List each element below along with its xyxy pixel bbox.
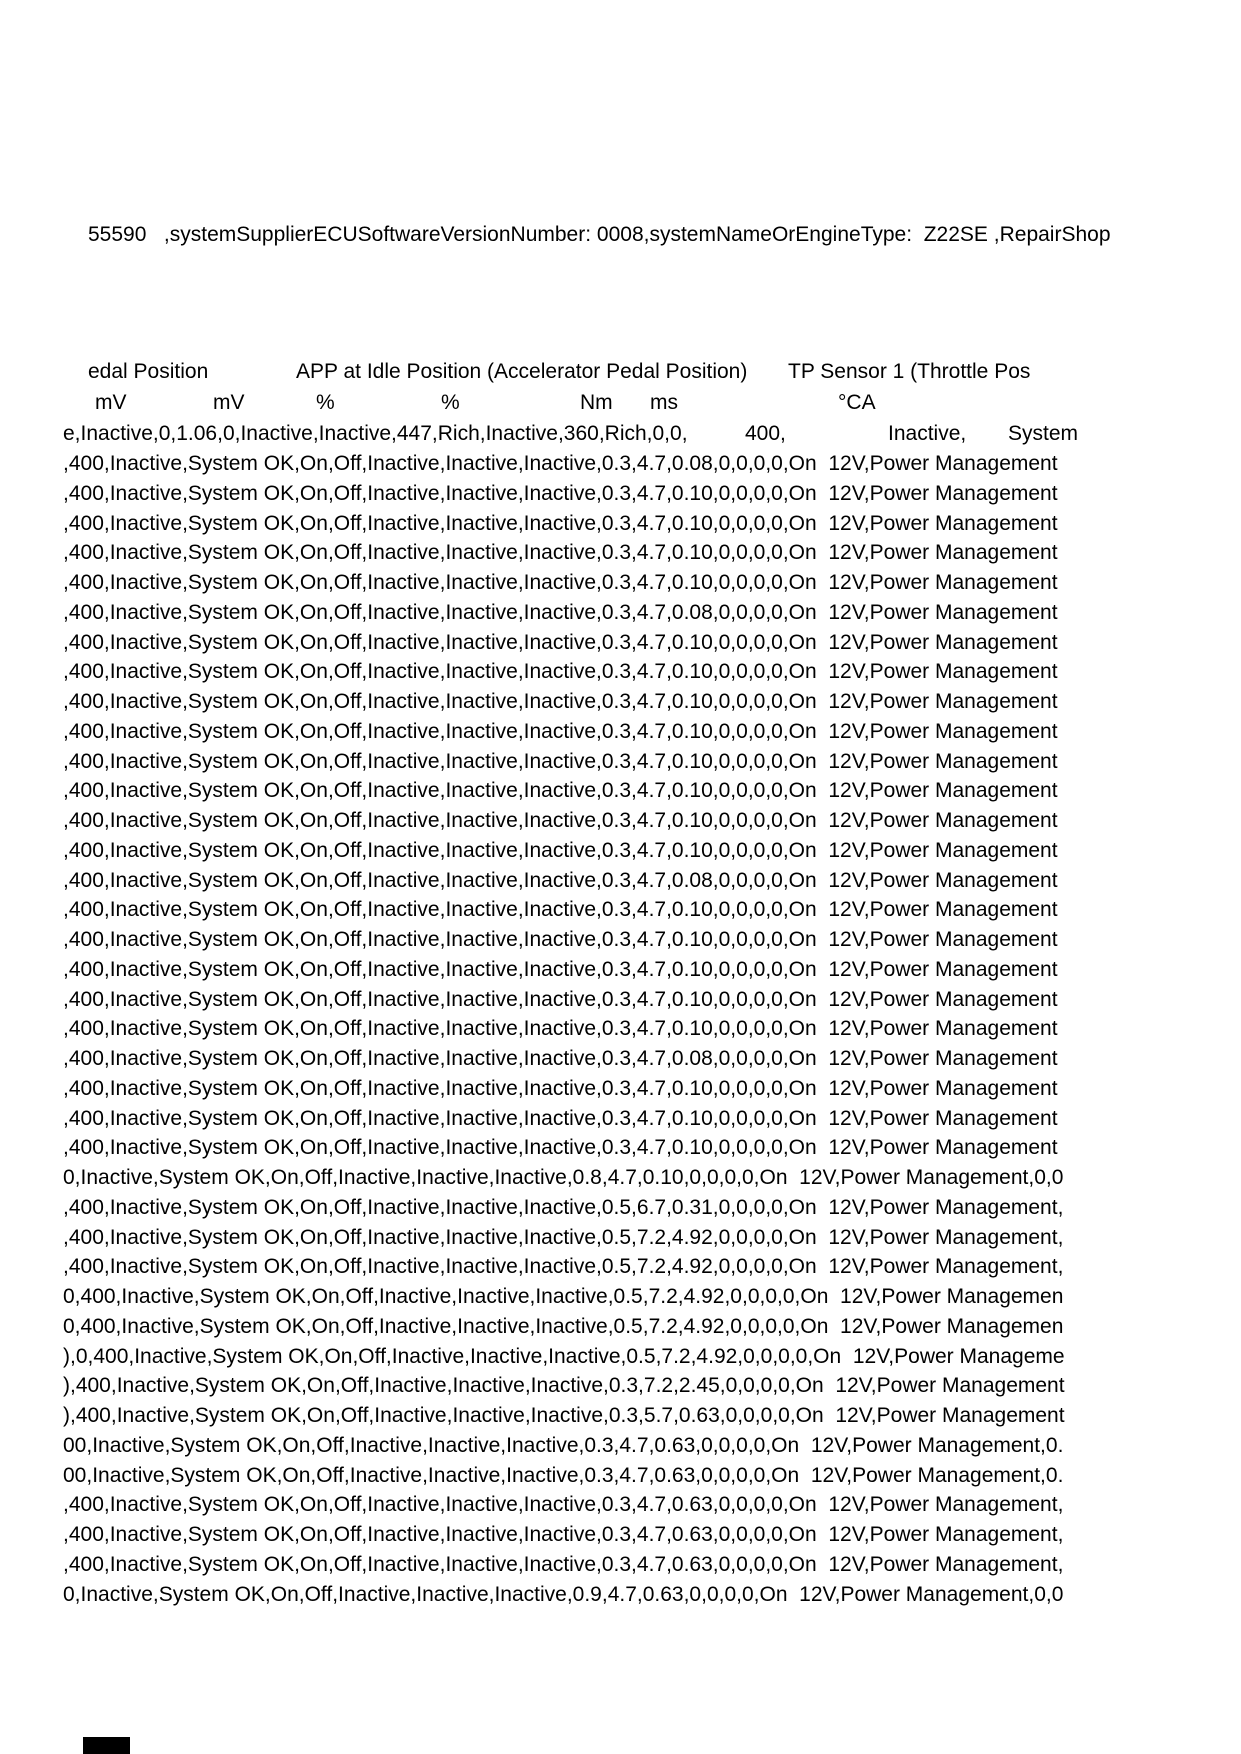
unit-label-ms: ms — [650, 391, 678, 414]
data-row: ,400,Inactive,System OK,On,Off,Inactive,Inactive,Inactive,0.3,4.7,0.08,0,0,0,0,On 12V,Power Management — [63, 452, 1058, 475]
black-marker-block — [83, 1737, 130, 1754]
data-row: 0,Inactive,System OK,On,Off,Inactive,Inactive,Inactive,0.8,4.7,0.10,0,0,0,0,On 12V,Power Management,0,0 — [63, 1166, 1064, 1189]
column-header-tp-sensor-1: TP Sensor 1 (Throttle Pos — [788, 360, 1031, 383]
data-row: ),400,Inactive,System OK,On,Off,Inactive,Inactive,Inactive,0.3,5.7,0.63,0,0,0,0,On 12V,Power Management — [63, 1404, 1065, 1427]
data-row: ),400,Inactive,System OK,On,Off,Inactive,Inactive,Inactive,0.3,7.2,2.45,0,0,0,0,On 12V,Power Management — [63, 1374, 1065, 1398]
column-header-pedal-position: edal Position — [88, 360, 209, 383]
data-row: 0,400,Inactive,System OK,On,Off,Inactive,Inactive,Inactive,0.5,7.2,4.92,0,0,0,0,On 12V,Power Managemen — [63, 1285, 1064, 1308]
units-row — [0, 389, 1241, 416]
first-data-row — [0, 420, 1241, 447]
ecu-info-text: 55590 ,systemSupplierECUSoftwareVersionNumber: 0008,systemNameOrEngineType: Z22SE ,RepairShop — [88, 223, 1111, 246]
data-row: ,400,Inactive,System OK,On,Off,Inactive,Inactive,Inactive,0.3,4.7,0.10,0,0,0,0,On 12V,Power Management — [63, 690, 1058, 713]
unit-label-percent-1: % — [316, 391, 335, 414]
data-row: ,400,Inactive,System OK,On,Off,Inactive,Inactive,Inactive,0.3,4.7,0.10,0,0,0,0,On 12V,Power Management — [63, 749, 1058, 773]
data-row: ,400,Inactive,System OK,On,Off,Inactive,Inactive,Inactive,0.3,4.7,0.63,0,0,0,0,On 12V,Power Management, — [63, 1493, 1064, 1517]
data-row: ,400,Inactive,System OK,On,Off,Inactive,Inactive,Inactive,0.3,4.7,0.08,0,0,0,0,On 12V,Power Management — [63, 600, 1058, 624]
data-row: ,400,Inactive,System OK,On,Off,Inactive,Inactive,Inactive,0.3,4.7,0.10,0,0,0,0,On 12V,Power Management — [63, 1106, 1058, 1130]
data-row: ,400,Inactive,System OK,On,Off,Inactive,Inactive,Inactive,0.3,4.7,0.10,0,0,0,0,On 12V,Power Management — [63, 928, 1058, 951]
unit-label-percent-2: % — [441, 391, 460, 414]
unit-label-nm: Nm — [580, 391, 613, 414]
data-row: ,400,Inactive,System OK,On,Off,Inactive,Inactive,Inactive,0.3,4.7,0.10,0,0,0,0,On 12V,Power Management — [63, 511, 1058, 535]
data-row: ,400,Inactive,System OK,On,Off,Inactive,Inactive,Inactive,0.3,4.7,0.10,0,0,0,0,On 12V,Power Management — [63, 957, 1058, 981]
data-row: ,400,Inactive,System OK,On,Off,Inactive,Inactive,Inactive,0.5,6.7,0.31,0,0,0,0,On 12V,Power Management, — [63, 1195, 1064, 1219]
unit-label-mv-1: mV — [95, 391, 127, 414]
data-row: ,400,Inactive,System OK,On,Off,Inactive,Inactive,Inactive,0.3,4.7,0.08,0,0,0,0,On 12V,Power Management — [63, 868, 1058, 892]
data-row: ,400,Inactive,System OK,On,Off,Inactive,Inactive,Inactive,0.3,4.7,0.10,0,0,0,0,On 12V,Power Management — [63, 481, 1058, 505]
data-row: ,400,Inactive,System OK,On,Off,Inactive,Inactive,Inactive,0.3,4.7,0.10,0,0,0,0,On 12V,Power Management — [63, 1017, 1058, 1041]
data-row: ,400,Inactive,System OK,On,Off,Inactive,Inactive,Inactive,0.3,4.7,0.08,0,0,0,0,On 12V,Power Management — [63, 1047, 1058, 1070]
data-row: ),0,400,Inactive,System OK,On,Off,Inactive,Inactive,Inactive,0.5,7.2,4.92,0,0,0,0,On 12V,Power Manageme — [63, 1344, 1065, 1368]
column-header-app-at-idle-position: APP at Idle Position (Accelerator Pedal Position) — [296, 360, 748, 383]
data-row: ,400,Inactive,System OK,On,Off,Inactive,Inactive,Inactive,0.3,4.7,0.10,0,0,0,0,On 12V,Power Management — [63, 571, 1058, 594]
data-row: ,400,Inactive,System OK,On,Off,Inactive,Inactive,Inactive,0.3,4.7,0.10,0,0,0,0,On 12V,Power Management — [63, 660, 1058, 684]
data-row: ,400,Inactive,System OK,On,Off,Inactive,Inactive,Inactive,0.3,4.7,0.10,0,0,0,0,On 12V,Power Management — [63, 838, 1058, 862]
data-row: ,400,Inactive,System OK,On,Off,Inactive,Inactive,Inactive,0.3,4.7,0.10,0,0,0,0,On 12V,Power Management — [63, 898, 1058, 922]
data-row: 0,400,Inactive,System OK,On,Off,Inactive,Inactive,Inactive,0.5,7.2,4.92,0,0,0,0,On 12V,Power Managemen — [63, 1314, 1064, 1338]
data-row: 00,Inactive,System OK,On,Off,Inactive,Inactive,Inactive,0.3,4.7,0.63,0,0,0,0,On 12V,Power Management,0. — [63, 1463, 1064, 1487]
unit-label-ca: °CA — [838, 391, 876, 414]
data-row: 0,Inactive,System OK,On,Off,Inactive,Inactive,Inactive,0.9,4.7,0.63,0,0,0,0,On 12V,Power Management,0,0 — [63, 1582, 1064, 1606]
data-row: ,400,Inactive,System OK,On,Off,Inactive,Inactive,Inactive,0.3,4.7,0.63,0,0,0,0,On 12V,Power Management, — [63, 1552, 1064, 1576]
data-row: ,400,Inactive,System OK,On,Off,Inactive,Inactive,Inactive,0.3,4.7,0.10,0,0,0,0,On 12V,Power Management — [63, 1076, 1058, 1100]
data-row: ,400,Inactive,System OK,On,Off,Inactive,Inactive,Inactive,0.3,4.7,0.10,0,0,0,0,On 12V,Power Management — [63, 719, 1058, 743]
data-row: ,400,Inactive,System OK,On,Off,Inactive,Inactive,Inactive,0.3,4.7,0.10,0,0,0,0,On 12V,Power Management — [63, 809, 1058, 832]
unit-label-mv-2: mV — [213, 391, 245, 414]
data-row: 00,Inactive,System OK,On,Off,Inactive,Inactive,Inactive,0.3,4.7,0.63,0,0,0,0,On 12V,Power Management,0. — [63, 1433, 1064, 1457]
table-header-row — [0, 358, 1241, 385]
first-row-value-400: 400, — [745, 422, 786, 445]
data-row: ,400,Inactive,System OK,On,Off,Inactive,Inactive,Inactive,0.3,4.7,0.10,0,0,0,0,On 12V,Power Management — [63, 987, 1058, 1011]
ecu-info-line — [0, 221, 1241, 248]
data-row: ,400,Inactive,System OK,On,Off,Inactive,Inactive,Inactive,0.5,7.2,4.92,0,0,0,0,On 12V,Power Management, — [63, 1225, 1064, 1249]
data-row: ,400,Inactive,System OK,On,Off,Inactive,Inactive,Inactive,0.3,4.7,0.10,0,0,0,0,On 12V,Power Management — [63, 1136, 1058, 1160]
data-row: ,400,Inactive,System OK,On,Off,Inactive,Inactive,Inactive,0.3,4.7,0.10,0,0,0,0,On 12V,Power Management — [63, 779, 1058, 803]
first-row-values: e,Inactive,0,1.06,0,Inactive,Inactive,447,Rich,Inactive,360,Rich,0,0, — [63, 422, 688, 445]
data-row: ,400,Inactive,System OK,On,Off,Inactive,Inactive,Inactive,0.5,7.2,4.92,0,0,0,0,On 12V,Power Management, — [63, 1255, 1064, 1279]
first-row-value-inactive: Inactive, — [888, 422, 967, 445]
data-row: ,400,Inactive,System OK,On,Off,Inactive,Inactive,Inactive,0.3,4.7,0.10,0,0,0,0,On 12V,Power Management — [63, 541, 1058, 565]
data-row: ,400,Inactive,System OK,On,Off,Inactive,Inactive,Inactive,0.3,4.7,0.10,0,0,0,0,On 12V,Power Management — [63, 630, 1058, 654]
first-row-value-system: System — [1008, 422, 1079, 445]
data-row: ,400,Inactive,System OK,On,Off,Inactive,Inactive,Inactive,0.3,4.7,0.63,0,0,0,0,On 12V,Power Management, — [63, 1523, 1064, 1546]
